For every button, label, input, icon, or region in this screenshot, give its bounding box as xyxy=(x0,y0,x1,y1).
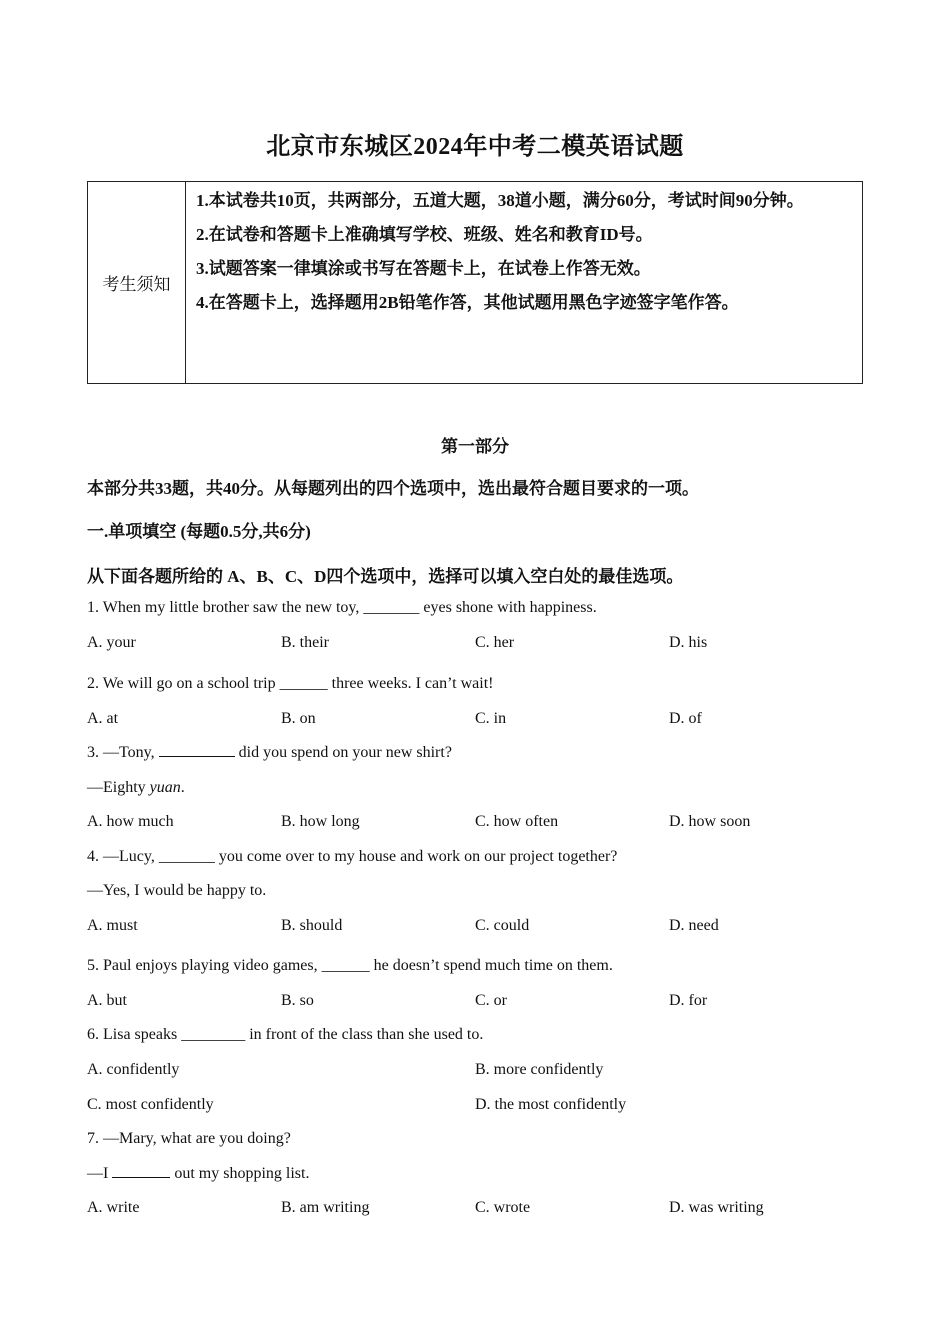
question-reply xyxy=(87,779,185,797)
option-b: B. am writing xyxy=(281,1199,370,1216)
option-b: B. how long xyxy=(281,813,360,830)
option-a: A. how much xyxy=(87,813,174,830)
option-b: B. so xyxy=(281,992,314,1009)
part-title: 第一部分 xyxy=(441,437,509,456)
question-stem: 4. —Lucy, _______ you come over to my house and work on our project together? xyxy=(87,848,618,865)
reply-start: —I xyxy=(87,1165,113,1182)
option-c: C. in xyxy=(475,710,507,727)
question-stem: 1. When my little brother saw the new toy, _______ eyes shone with happiness. xyxy=(87,599,597,616)
option-d: D. of xyxy=(669,710,702,727)
notice-item: 2.在试卷和答题卡上准确填写学校、班级、姓名和教育ID号。 xyxy=(196,225,653,244)
option-b: B. on xyxy=(281,710,316,727)
option-b: B. should xyxy=(281,917,343,934)
option-b: B. more confidently xyxy=(475,1061,604,1078)
question-stem: 2. We will go on a school trip ______ three weeks. I can’t wait! xyxy=(87,675,494,692)
option-d: D. need xyxy=(669,917,719,934)
option-a: A. at xyxy=(87,710,119,727)
answer-blank xyxy=(159,744,235,757)
option-d: D. for xyxy=(669,992,708,1009)
option-c: C. or xyxy=(475,992,507,1009)
question-stem xyxy=(87,744,452,762)
option-c: C. could xyxy=(475,917,530,934)
option-c: C. how often xyxy=(475,813,559,830)
notice-item: 1.本试卷共10页，共两部分，五道大题，38道小题，满分60分，考试时间90分钟。 xyxy=(196,191,804,210)
option-d: D. the most confidently xyxy=(475,1096,627,1113)
reply-end: . xyxy=(180,779,185,796)
reply-italic: yuan xyxy=(149,779,181,796)
notice-item: 3.试题答案一律填涂或书写在答题卡上，在试卷上作答无效。 xyxy=(196,259,651,278)
option-b: B. their xyxy=(281,634,329,651)
question-stem: 7. —Mary, what are you doing? xyxy=(87,1130,291,1147)
answer-blank xyxy=(112,1165,170,1178)
page-title: 北京市东城区2024年中考二模英语试题 xyxy=(266,134,684,160)
option-d: D. how soon xyxy=(669,813,751,830)
question-reply xyxy=(87,1165,309,1183)
notice-label: 考生须知 xyxy=(88,182,186,383)
option-a: A. write xyxy=(87,1199,140,1216)
section-title: 一.单项填空 (每题0.5分,共6分) xyxy=(87,522,311,541)
question-stem-start: 3. —Tony, xyxy=(87,744,159,761)
option-c: C. her xyxy=(475,634,515,651)
question-stem: 5. Paul enjoys playing video games, ______ he doesn’t spend much time on them. xyxy=(87,957,613,974)
question-stem-end: did you spend on your new shirt? xyxy=(234,744,452,761)
reply-start: —Eighty xyxy=(87,779,150,796)
option-a: A. but xyxy=(87,992,127,1009)
notice-item: 4.在答题卡上，选择题用2B铅笔作答，其他试题用黑色字迹签字笔作答。 xyxy=(196,293,739,312)
option-c: C. wrote xyxy=(475,1199,531,1216)
option-d: D. was writing xyxy=(669,1199,764,1216)
option-a: A. confidently xyxy=(87,1061,180,1078)
option-c: C. most confidently xyxy=(87,1096,214,1113)
question-stem: 6. Lisa speaks ________ in front of the class than she used to. xyxy=(87,1026,484,1043)
option-d: D. his xyxy=(669,634,708,651)
reply-end: out my shopping list. xyxy=(170,1165,310,1182)
notice-table xyxy=(87,181,863,384)
question-reply: —Yes, I would be happy to. xyxy=(87,882,267,899)
section-instruction: 从下面各题所给的 A、B、C、D四个选项中，选择可以填入空白处的最佳选项。 xyxy=(87,567,684,586)
notice-body xyxy=(186,182,862,383)
option-a: A. must xyxy=(87,917,138,934)
option-a: A. your xyxy=(87,634,136,651)
part-intro: 本部分共33题，共40分。从每题列出的四个选项中，选出最符合题目要求的一项。 xyxy=(87,479,699,498)
